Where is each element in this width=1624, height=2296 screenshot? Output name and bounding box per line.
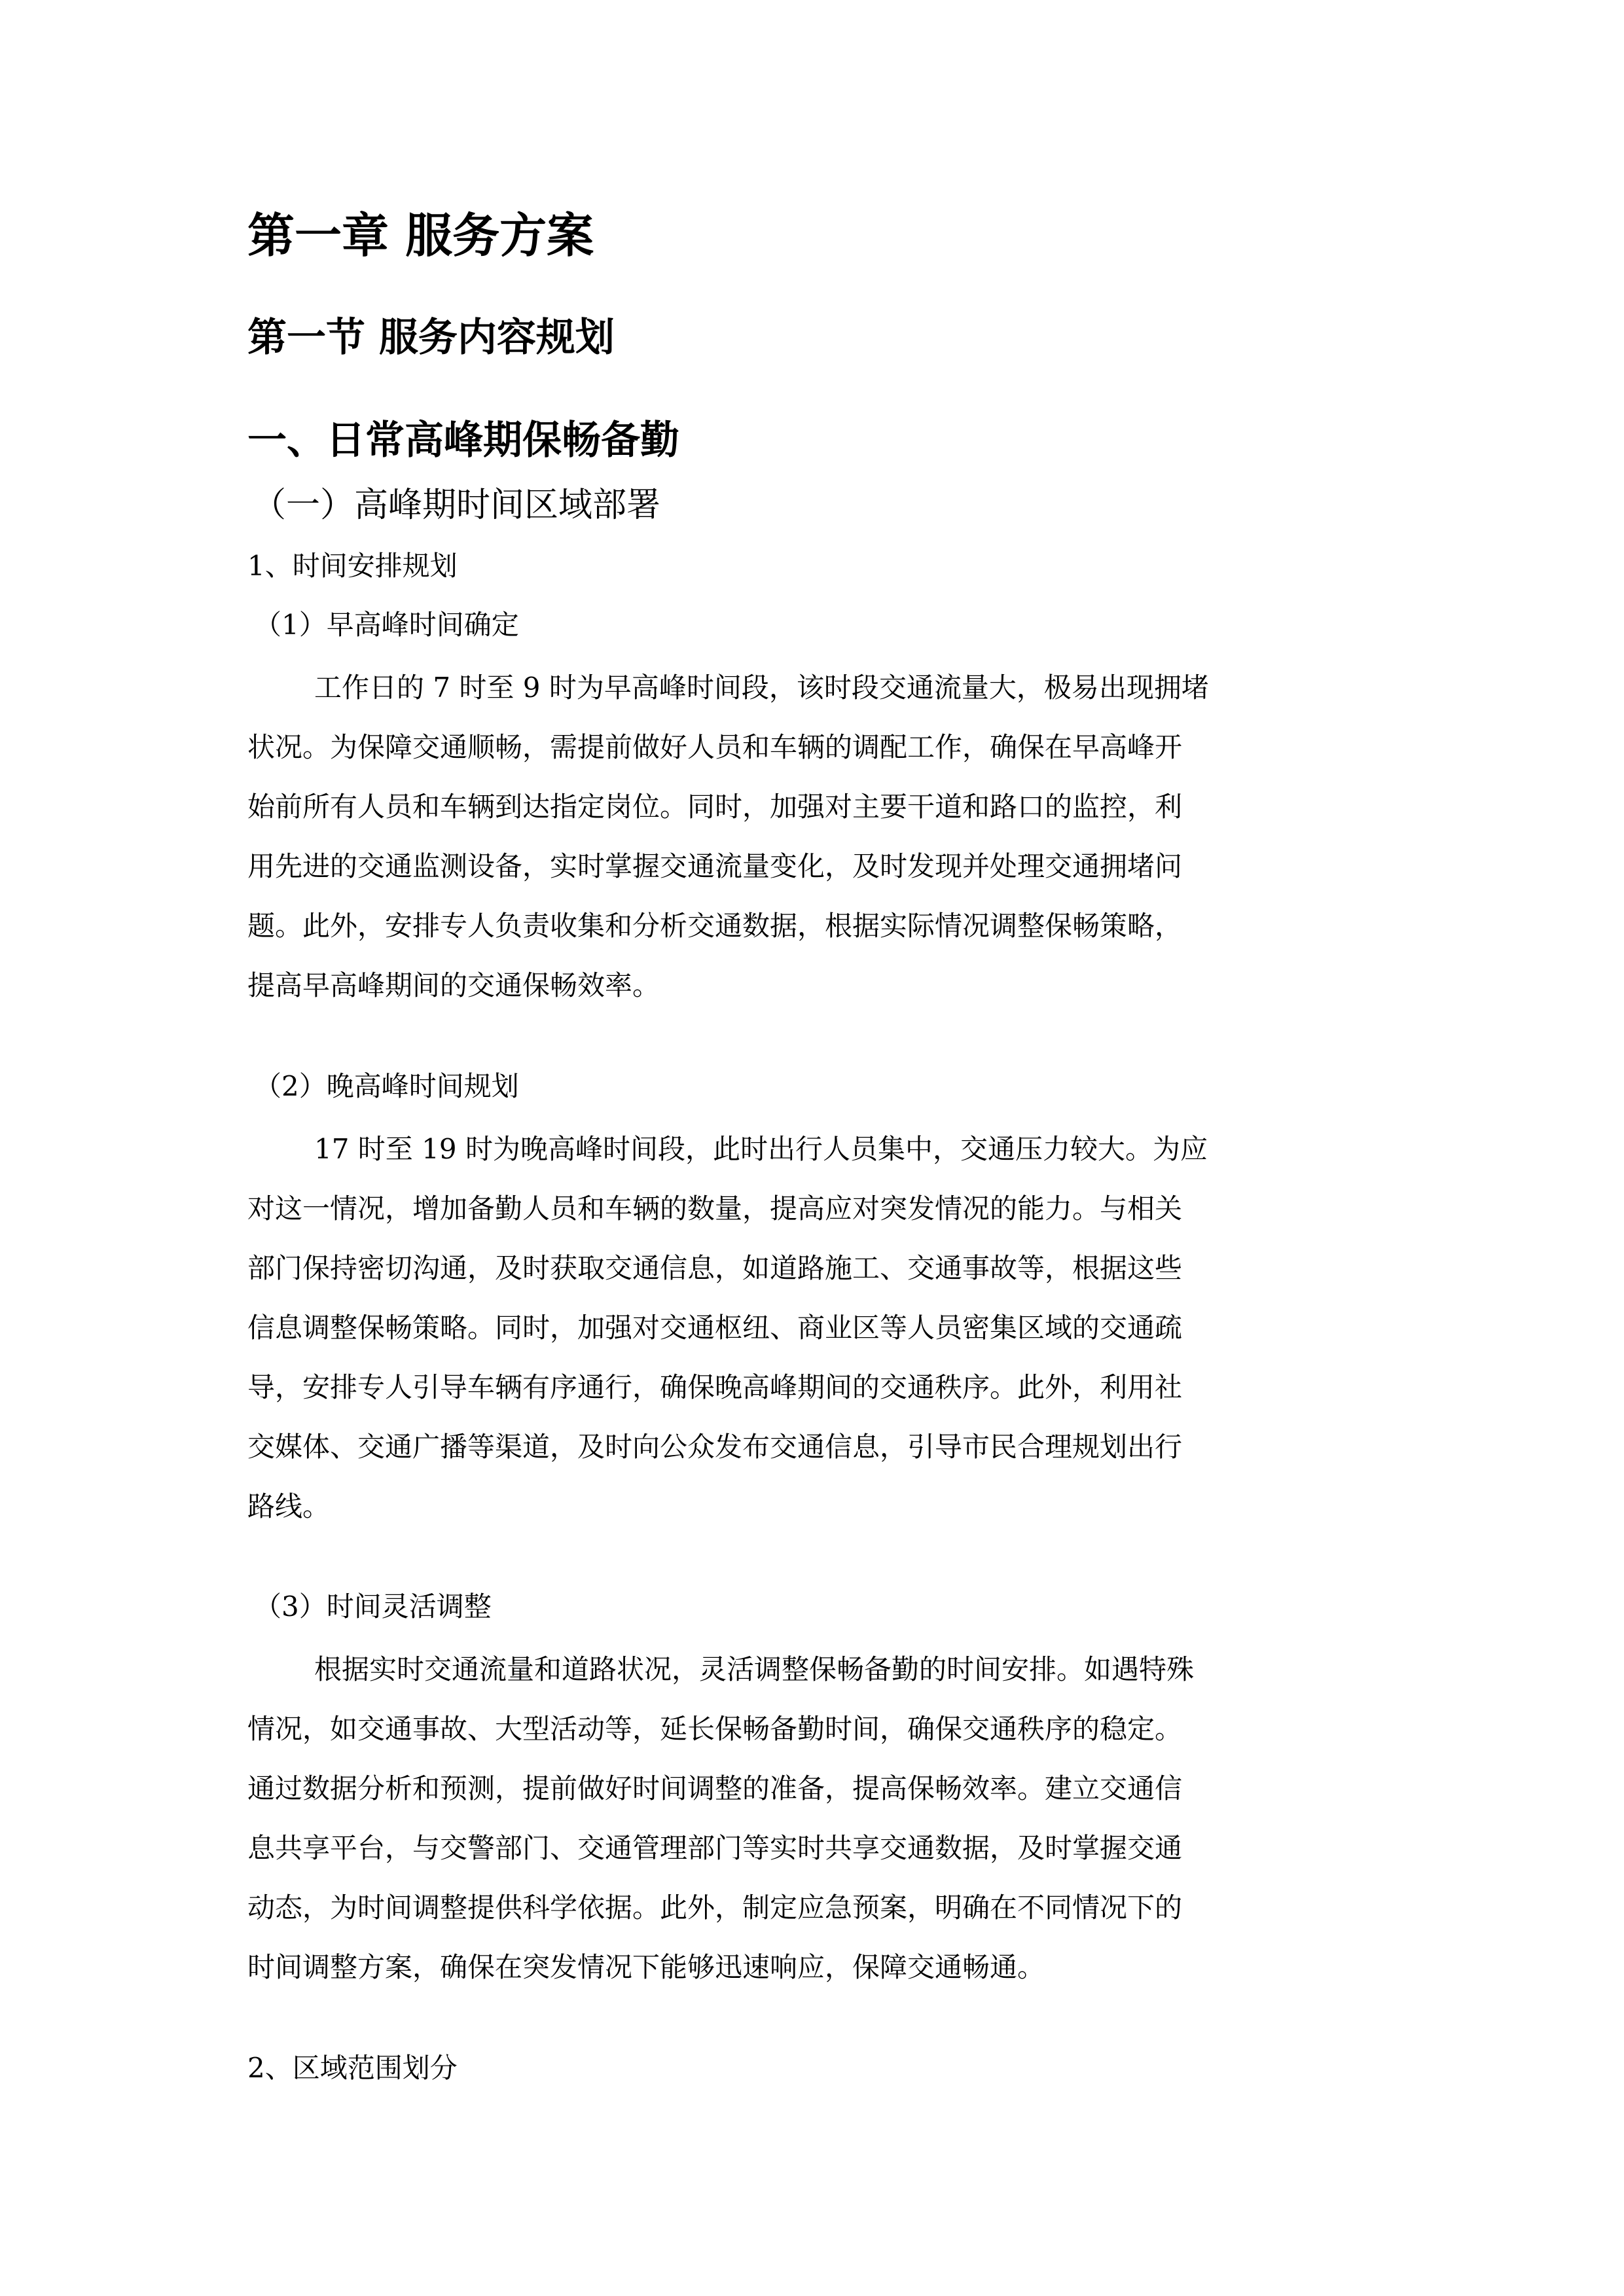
subheading-evening-peak: （2）晚高峰时间规划 <box>254 1070 519 1102</box>
paragraph-flexible-adjustment <box>247 1640 1383 1997</box>
paragraph-line: 工作日的 7 时至 9 时为早高峰时间段，该时段交通流量大，极易出现拥堵 <box>314 672 1209 704</box>
paragraph-line: 导，安排专人引导车辆有序通行，确保晚高峰期间的交通秩序。此外，利用社 <box>247 1371 1183 1403</box>
heading-level-1: 一、日常高峰期保畅备勤 <box>247 418 679 463</box>
paragraph-line: 息共享平台，与交警部门、交通管理部门等实时共享交通数据，及时掌握交通 <box>247 1832 1183 1864</box>
chapter-title: 第一章 服务方案 <box>247 208 594 263</box>
paragraph-evening-peak <box>247 1119 1383 1536</box>
heading-time-arrangement: 1、时间安排规划 <box>247 550 458 582</box>
subheading-morning-peak: （1）早高峰时间确定 <box>254 609 519 641</box>
paragraph-line: 交媒体、交通广播等渠道，及时向公众发布交通信息，引导市民合理规划出行 <box>247 1431 1183 1463</box>
paragraph-line: 状况。为保障交通顺畅，需提前做好人员和车辆的调配工作，确保在早高峰开 <box>247 731 1183 763</box>
paragraph-line: 部门保持密切沟通，及时获取交通信息，如道路施工、交通事故等，根据这些 <box>247 1252 1183 1284</box>
paragraph-line: 情况，如交通事故、大型活动等，延长保畅备勤时间，确保交通秩序的稳定。 <box>247 1713 1183 1745</box>
heading-area-division: 2、区域范围划分 <box>247 2052 458 2084</box>
paragraph-line: 信息调整保畅策略。同时，加强对交通枢纽、商业区等人员密集区域的交通疏 <box>247 1312 1183 1344</box>
paragraph-line: 对这一情况，增加备勤人员和车辆的数量，提高应对突发情况的能力。与相关 <box>247 1193 1183 1225</box>
paragraph-line: 时间调整方案，确保在突发情况下能够迅速响应，保障交通畅通。 <box>247 1951 1045 1983</box>
paragraph-line: 始前所有人员和车辆到达指定岗位。同时，加强对主要干道和路口的监控，利 <box>247 791 1183 823</box>
paragraph-line: 动态，为时间调整提供科学依据。此外，制定应急预案，明确在不同情况下的 <box>247 1892 1183 1924</box>
subheading-flexible-adjustment: （3）时间灵活调整 <box>254 1590 492 1623</box>
paragraph-line: 17 时至 19 时为晚高峰时间段，此时出行人员集中，交通压力较大。为应 <box>314 1133 1208 1165</box>
paragraph-line: 提高早高峰期间的交通保畅效率。 <box>247 969 660 1001</box>
paragraph-line: 用先进的交通监测设备，实时掌握交通流量变化，及时发现并处理交通拥堵问 <box>247 850 1183 882</box>
paragraph-morning-peak <box>247 658 1383 1015</box>
paragraph-line: 路线。 <box>247 1490 331 1522</box>
paragraph-line: 题。此外，安排专人负责收集和分析交通数据，根据实际情况调整保畅策略， <box>247 910 1183 942</box>
paragraph-line: 根据实时交通流量和道路状况，灵活调整保畅备勤的时间安排。如遇特殊 <box>314 1653 1195 1685</box>
paragraph-line: 通过数据分析和预测，提前做好时间调整的准备，提高保畅效率。建立交通信 <box>247 1772 1183 1804</box>
section-title: 第一节 服务内容规划 <box>247 315 615 361</box>
heading-level-2: （一）高峰期时间区域部署 <box>252 486 661 525</box>
